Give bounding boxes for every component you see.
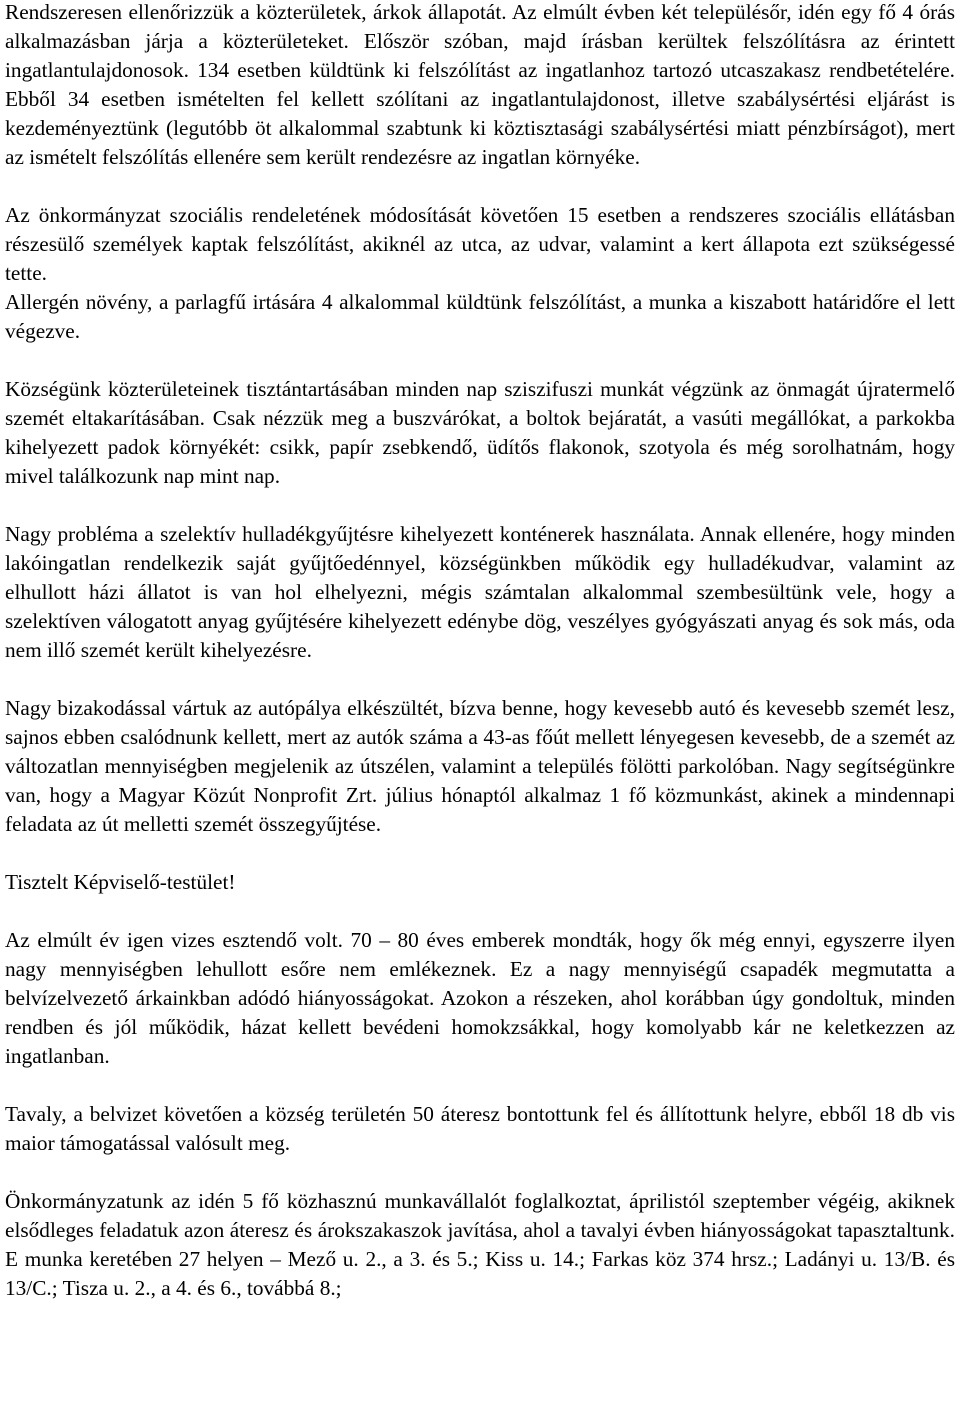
- paragraph-8: Tavaly, a belvizet követően a község területén 50 áteresz bontottunk fel és állítottunk helyre, ebből 18 db vis maior támogatással valósult meg.: [5, 1102, 955, 1155]
- paragraph-6: Nagy bizakodással vártuk az autópálya elkészültét, bízva benne, hogy kevesebb autó és kevesebb szemét lesz, sajnos ebben csalódnunk kellett, mert az autók száma a 43-as főút mellett lényegesen kevesebb, de a szemét az változatlan mennyiségben megjelenik az útszélen, valamint a település fölötti parkolóban. Nagy segítségünkre van, hogy a Magyar Közút Nonprofit Zrt. július hónaptól alkalmaz 1 fő közmunkást, akinek a mindennapi feladata az út melletti szemét összegyűjtése.: [5, 696, 955, 836]
- salutation: Tisztelt Képviselő-testület!: [5, 870, 236, 894]
- paragraph-9: Önkormányzatunk az idén 5 fő közhasznú munkavállalót foglalkoztat, áprilistól szeptember végéig, akiknek elsődleges feladatuk azon áteresz és árokszakaszok javítása, ahol a tavalyi évben hiányosságokat tapasztaltunk. E munka keretében 27 helyen – Mező u. 2., a 3. és 5.; Kiss u. 14.; Farkas köz 374 hrsz.; Ladányi u. 13/B. és 13/C.; Tisza u. 2., a 4. és 6., továbbá 8.;: [5, 1189, 955, 1300]
- paragraph-3: Allergén növény, a parlagfű irtására 4 alkalommal küldtünk felszólítást, a munka a kiszabott határidőre el lett végezve.: [5, 290, 955, 343]
- paragraph-4: Községünk közterületeinek tisztántartásában minden nap sziszifuszi munkát végzünk az önmagát újratermelő szemét eltakarításában. Csak nézzük meg a buszvárókat, a boltok bejáratát, a vasúti megállókat, a parkokba kihelyezett padok környékét: csikk, papír zsebkendő, üdítős flakonok, szotyola és még sorolhatnám, hogy mivel találkozunk nap mint nap.: [5, 377, 955, 488]
- paragraph-7: Az elmúlt év igen vizes esztendő volt. 70 – 80 éves emberek mondták, hogy ők még ennyi, egyszerre ilyen nagy mennyiségben lehullott esőre nem emlékeznek. Ez a nagy mennyiségű csapadék megmutatta a belvízelvezető árkainkban adódó hiányosságokat. Azokon a részeken, ahol korábban úgy gondoltuk, minden rendben és jól működik, házat kellett bevédeni homokzsákkal, hogy komolyabb kár ne keletkezzen az ingatlanban.: [5, 928, 955, 1068]
- paragraph-2: Az önkormányzat szociális rendeletének módosítását követően 15 esetben a rendszeres szociális ellátásban részesülő személyek kaptak felszólítást, akiknél az utca, az udvar, valamint a kert állapota ezt szükségessé tette.: [5, 203, 955, 285]
- paragraph-5: Nagy probléma a szelektív hulladékgyűjtésre kihelyezett konténerek használata. Annak ellenére, hogy minden lakóingatlan rendelkezik saját gyűjtőedénnyel, községünkben működik egy hulladékudvar, valamint az elhullott házi állatot is van hol elhelyezni, mégis számtalan alkalommal szembesültünk vele, hogy a szelektíven válogatott anyag gyűjtésére kihelyezett edénybe dög, veszélyes gyógyászati anyag és sok más, oda nem illő szemét került kihelyezésre.: [5, 522, 955, 662]
- document-page: [5, 0, 955, 1303]
- paragraph-1: Rendszeresen ellenőrizzük a közterületek, árkok állapotát. Az elmúlt évben két településőr, idén egy fő 4 órás alkalmazásban járja a közterületeket. Először szóban, majd írásban kerültek felszólításra az érintett ingatlantulajdonosok. 134 esetben küldtünk ki felszólítást az ingatlanhoz tartozó utcaszakasz rendbetételére. Ebből 34 esetben ismételten fel kellett szólítani az ingatlantulajdonost, illetve szabálysértési eljárást is kezdeményeztünk (legutóbb öt alkalommal szabtunk ki köztisztasági szabálysértési miatt pénzbírságot), mert az ismételt felszólítás ellenére sem került rendezésre az ingatlan környéke.: [5, 0, 955, 169]
